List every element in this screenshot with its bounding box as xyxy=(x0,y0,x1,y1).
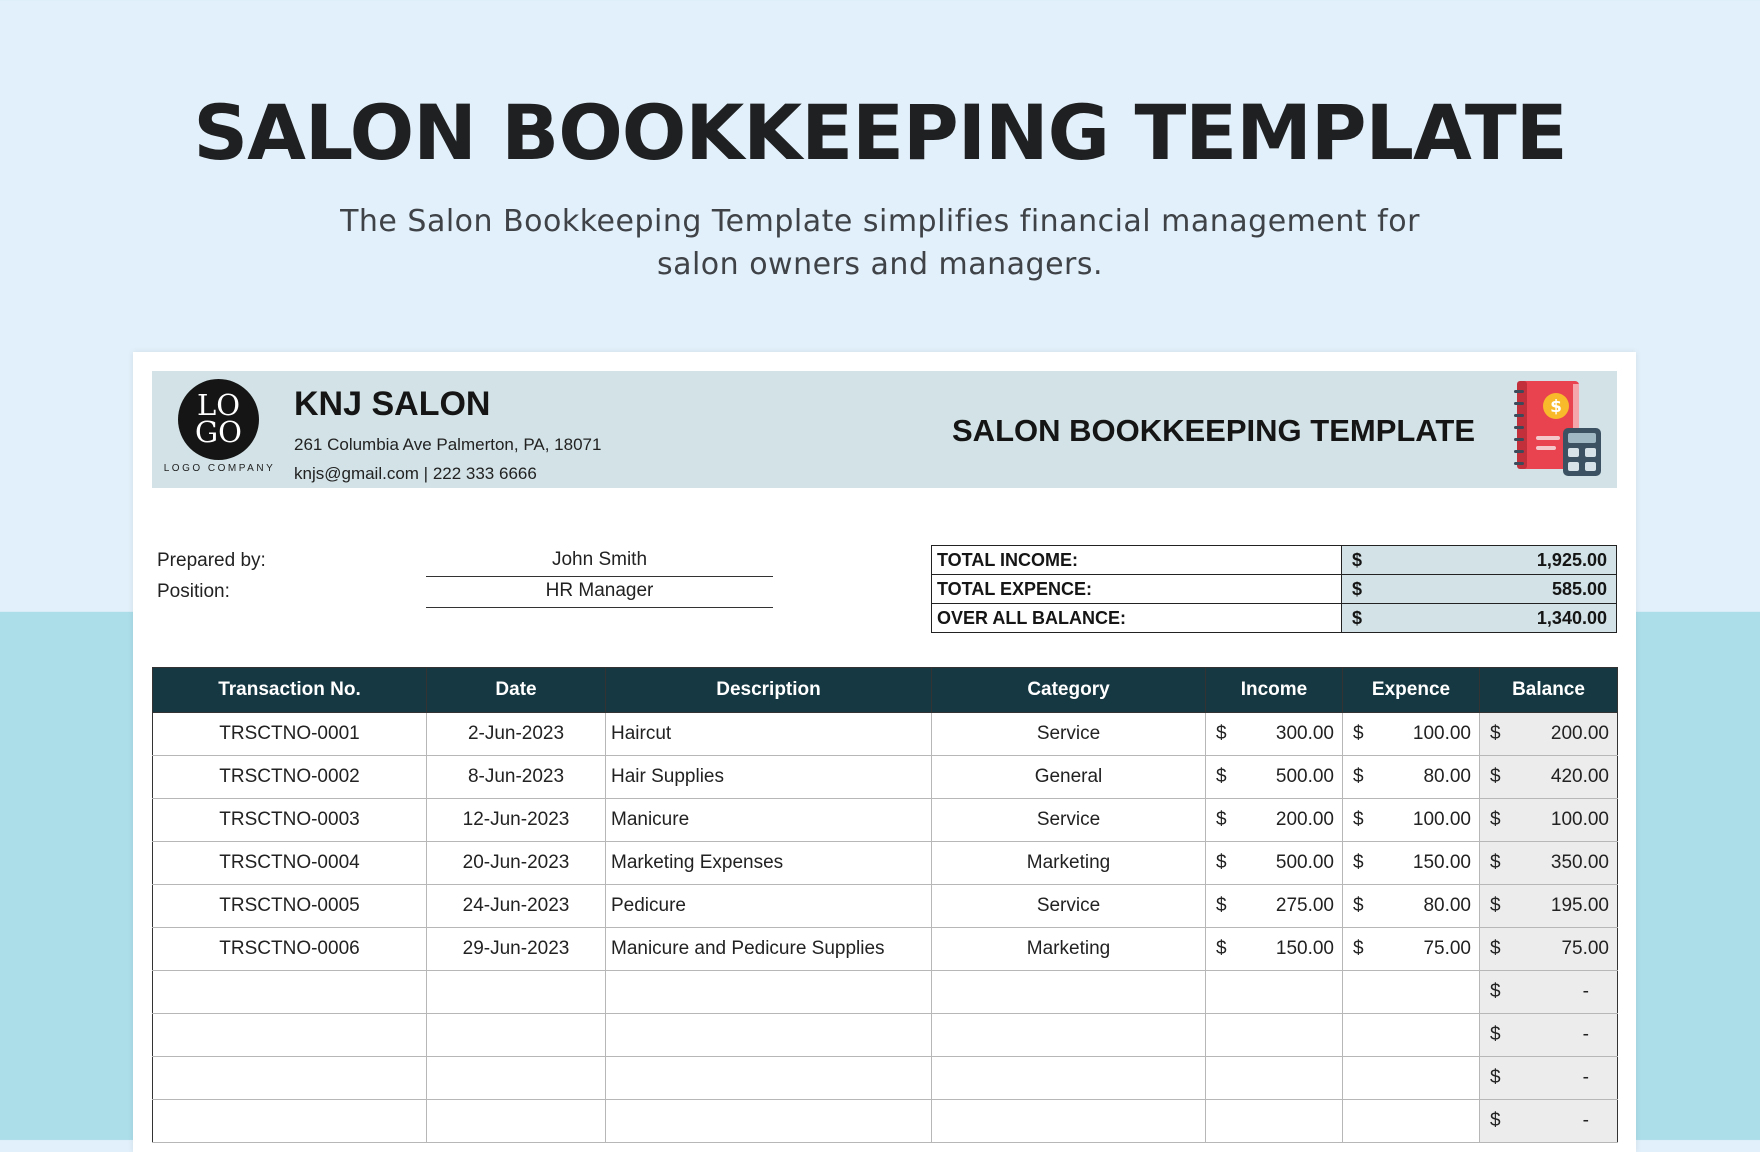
balance-value: 200.00 xyxy=(1550,723,1609,744)
date-cell[interactable] xyxy=(427,1014,606,1057)
currency-symbol: $ xyxy=(1353,938,1364,959)
expense-cell[interactable] xyxy=(1343,713,1480,756)
svg-text:$: $ xyxy=(1550,397,1562,417)
balance-cell[interactable] xyxy=(1480,1014,1618,1057)
currency-symbol: $ xyxy=(1352,608,1363,628)
currency-symbol: $ xyxy=(1490,938,1501,959)
income-cell[interactable] xyxy=(1206,842,1343,885)
logo-text-line1: LO xyxy=(196,388,241,422)
expense-value: 100.00 xyxy=(1412,723,1471,744)
category-cell[interactable] xyxy=(932,1057,1206,1100)
company-address: 261 Columbia Ave Palmerton, PA, 18071 xyxy=(294,435,602,454)
transaction-no-cell[interactable]: TRSCTNO-0005 xyxy=(153,885,427,928)
prepared-by-label: Prepared by: xyxy=(157,550,266,571)
spreadsheet-document xyxy=(133,352,1636,1152)
description-cell[interactable]: Manicure xyxy=(606,799,932,842)
column-header-transaction-no: Transaction No. xyxy=(153,668,427,713)
table-row xyxy=(153,842,1618,885)
balance-value: - xyxy=(1582,1110,1589,1131)
currency-symbol: $ xyxy=(1353,809,1364,830)
table-row xyxy=(153,799,1618,842)
currency-symbol: $ xyxy=(1353,852,1364,873)
transaction-no-cell[interactable] xyxy=(153,971,427,1014)
income-cell[interactable] xyxy=(1206,1014,1343,1057)
balance-value: 75.00 xyxy=(1561,938,1609,959)
total-expense-value: 585.00 xyxy=(1551,578,1607,599)
currency-symbol: $ xyxy=(1490,1067,1501,1088)
category-cell[interactable]: General xyxy=(932,756,1206,799)
income-value: 500.00 xyxy=(1275,766,1334,787)
currency-symbol: $ xyxy=(1352,579,1363,599)
income-value: 275.00 xyxy=(1275,895,1334,916)
currency-symbol: $ xyxy=(1353,895,1364,916)
currency-symbol: $ xyxy=(1216,938,1227,959)
column-header-balance: Balance xyxy=(1480,668,1618,713)
balance-cell[interactable] xyxy=(1480,928,1618,971)
currency-symbol: $ xyxy=(1490,809,1501,830)
expense-cell[interactable] xyxy=(1343,928,1480,971)
currency-symbol: $ xyxy=(1490,981,1501,1002)
date-cell[interactable]: 2-Jun-2023 xyxy=(427,713,606,756)
column-header-income: Income xyxy=(1206,668,1343,713)
income-value: 150.00 xyxy=(1275,938,1334,959)
expense-cell[interactable] xyxy=(1343,1014,1480,1057)
currency-symbol: $ xyxy=(1490,1024,1501,1045)
company-name: KNJ SALON xyxy=(294,385,491,423)
total-expense-label: TOTAL EXPENCE: xyxy=(932,575,1342,604)
column-header-expense: Expence xyxy=(1343,668,1480,713)
description-cell[interactable]: Marketing Expenses xyxy=(606,842,932,885)
empty-table-row xyxy=(153,1100,1618,1143)
date-cell[interactable] xyxy=(427,971,606,1014)
transaction-no-cell[interactable]: TRSCTNO-0004 xyxy=(153,842,427,885)
description-cell[interactable]: Haircut xyxy=(606,713,932,756)
logo-caption: LOGO COMPANY xyxy=(163,463,276,474)
income-cell[interactable] xyxy=(1206,713,1343,756)
description-cell[interactable]: Manicure and Pedicure Supplies xyxy=(606,928,932,971)
category-cell[interactable] xyxy=(932,1014,1206,1057)
description-cell[interactable] xyxy=(606,1014,932,1057)
total-income-label: TOTAL INCOME: xyxy=(932,546,1342,575)
balance-value: - xyxy=(1582,1024,1589,1045)
logo-text-line2: GO xyxy=(195,415,242,449)
prepared-by-field[interactable]: John Smith xyxy=(426,548,773,577)
table-header-row xyxy=(153,668,1618,713)
balance-cell[interactable] xyxy=(1480,1057,1618,1100)
category-cell[interactable]: Service xyxy=(932,885,1206,928)
category-cell[interactable]: Marketing xyxy=(932,842,1206,885)
transaction-no-cell[interactable]: TRSCTNO-0006 xyxy=(153,928,427,971)
income-value: 200.00 xyxy=(1275,809,1334,830)
currency-symbol: $ xyxy=(1216,809,1227,830)
transaction-no-cell[interactable]: TRSCTNO-0003 xyxy=(153,799,427,842)
description-cell[interactable]: Pedicure xyxy=(606,885,932,928)
position-label: Position: xyxy=(157,581,230,602)
balance-cell[interactable] xyxy=(1480,842,1618,885)
expense-cell[interactable] xyxy=(1343,971,1480,1014)
overall-balance-row xyxy=(932,604,1617,633)
income-value: 300.00 xyxy=(1275,723,1334,744)
date-cell[interactable]: 20-Jun-2023 xyxy=(427,842,606,885)
income-value: 500.00 xyxy=(1275,852,1334,873)
currency-symbol: $ xyxy=(1490,766,1501,787)
currency-symbol: $ xyxy=(1490,895,1501,916)
balance-value: 195.00 xyxy=(1550,895,1609,916)
balance-cell[interactable] xyxy=(1480,756,1618,799)
transaction-no-cell[interactable]: TRSCTNO-0002 xyxy=(153,756,427,799)
date-cell[interactable] xyxy=(427,1100,606,1143)
date-cell[interactable]: 8-Jun-2023 xyxy=(427,756,606,799)
expense-value: 80.00 xyxy=(1423,895,1471,916)
category-cell[interactable] xyxy=(932,1100,1206,1143)
description-cell[interactable] xyxy=(606,971,932,1014)
column-header-category: Category xyxy=(932,668,1206,713)
page-title: SALON BOOKKEEPING TEMPLATE xyxy=(193,88,1567,177)
total-income-row xyxy=(932,546,1617,575)
category-cell[interactable]: Service xyxy=(932,713,1206,756)
column-header-description: Description xyxy=(606,668,932,713)
income-cell[interactable] xyxy=(1206,1100,1343,1143)
income-cell[interactable] xyxy=(1206,928,1343,971)
description-cell[interactable] xyxy=(606,1057,932,1100)
balance-cell[interactable] xyxy=(1480,885,1618,928)
empty-table-row xyxy=(153,1014,1618,1057)
currency-symbol: $ xyxy=(1216,895,1227,916)
category-cell[interactable]: Service xyxy=(932,799,1206,842)
balance-value: - xyxy=(1582,981,1589,1002)
table-row xyxy=(153,885,1618,928)
header-band xyxy=(152,371,1617,488)
company-logo xyxy=(178,379,259,460)
currency-symbol: $ xyxy=(1353,723,1364,744)
transaction-no-cell[interactable] xyxy=(153,1100,427,1143)
expense-cell[interactable] xyxy=(1343,842,1480,885)
expense-value: 150.00 xyxy=(1412,852,1471,873)
expense-cell[interactable] xyxy=(1343,799,1480,842)
balance-value: 350.00 xyxy=(1550,852,1609,873)
balance-value: 420.00 xyxy=(1550,766,1609,787)
category-cell[interactable]: Marketing xyxy=(932,928,1206,971)
date-cell[interactable]: 29-Jun-2023 xyxy=(427,928,606,971)
expense-cell[interactable] xyxy=(1343,885,1480,928)
currency-symbol: $ xyxy=(1216,852,1227,873)
balance-value: 100.00 xyxy=(1550,809,1609,830)
total-expense-row xyxy=(932,575,1617,604)
description-cell[interactable]: Hair Supplies xyxy=(606,756,932,799)
date-cell[interactable] xyxy=(427,1057,606,1100)
date-cell[interactable]: 24-Jun-2023 xyxy=(427,885,606,928)
balance-cell[interactable] xyxy=(1480,971,1618,1014)
transaction-no-cell[interactable] xyxy=(153,1057,427,1100)
column-header-date: Date xyxy=(427,668,606,713)
income-cell[interactable] xyxy=(1206,885,1343,928)
currency-symbol: $ xyxy=(1490,1110,1501,1131)
income-cell[interactable] xyxy=(1206,1057,1343,1100)
currency-symbol: $ xyxy=(1490,723,1501,744)
table-row xyxy=(153,928,1618,971)
overall-balance-value: 1,340.00 xyxy=(1536,607,1607,628)
total-expense-value-cell[interactable] xyxy=(1342,575,1617,604)
page-subtitle: The Salon Bookkeeping Template simplifies financial management for salon owners and managers. xyxy=(340,204,1420,282)
transaction-no-cell[interactable] xyxy=(153,1014,427,1057)
accounting-book-calculator-icon xyxy=(1511,378,1603,478)
currency-symbol: $ xyxy=(1353,766,1364,787)
income-cell[interactable] xyxy=(1206,971,1343,1014)
total-income-value: 1,925.00 xyxy=(1536,549,1607,570)
company-contact: knjs@gmail.com | 222 333 6666 xyxy=(294,464,537,483)
income-cell[interactable] xyxy=(1206,799,1343,842)
balance-cell[interactable] xyxy=(1480,799,1618,842)
empty-table-row xyxy=(153,1057,1618,1100)
currency-symbol: $ xyxy=(1352,550,1363,570)
currency-symbol: $ xyxy=(1216,766,1227,787)
expense-value: 75.00 xyxy=(1423,938,1471,959)
balance-cell[interactable] xyxy=(1480,1100,1618,1143)
income-cell[interactable] xyxy=(1206,756,1343,799)
table-row xyxy=(153,713,1618,756)
balance-value: - xyxy=(1582,1067,1589,1088)
balance-cell[interactable] xyxy=(1480,713,1618,756)
description-cell[interactable] xyxy=(606,1100,932,1143)
overall-balance-value-cell[interactable] xyxy=(1342,604,1617,633)
expense-value: 80.00 xyxy=(1423,766,1471,787)
position-field[interactable]: HR Manager xyxy=(426,579,773,608)
date-cell[interactable]: 12-Jun-2023 xyxy=(427,799,606,842)
currency-symbol: $ xyxy=(1216,723,1227,744)
template-title: SALON BOOKKEEPING TEMPLATE xyxy=(952,413,1476,448)
total-income-value-cell[interactable] xyxy=(1342,546,1617,575)
transaction-no-cell[interactable]: TRSCTNO-0001 xyxy=(153,713,427,756)
expense-cell[interactable] xyxy=(1343,1057,1480,1100)
expense-value: 100.00 xyxy=(1412,809,1471,830)
currency-symbol: $ xyxy=(1490,852,1501,873)
expense-cell[interactable] xyxy=(1343,1100,1480,1143)
totals-summary xyxy=(931,545,1617,633)
empty-table-row xyxy=(153,971,1618,1014)
table-row xyxy=(153,756,1618,799)
transactions-table xyxy=(152,667,1618,1143)
overall-balance-label: OVER ALL BALANCE: xyxy=(932,604,1342,633)
expense-cell[interactable] xyxy=(1343,756,1480,799)
category-cell[interactable] xyxy=(932,971,1206,1014)
